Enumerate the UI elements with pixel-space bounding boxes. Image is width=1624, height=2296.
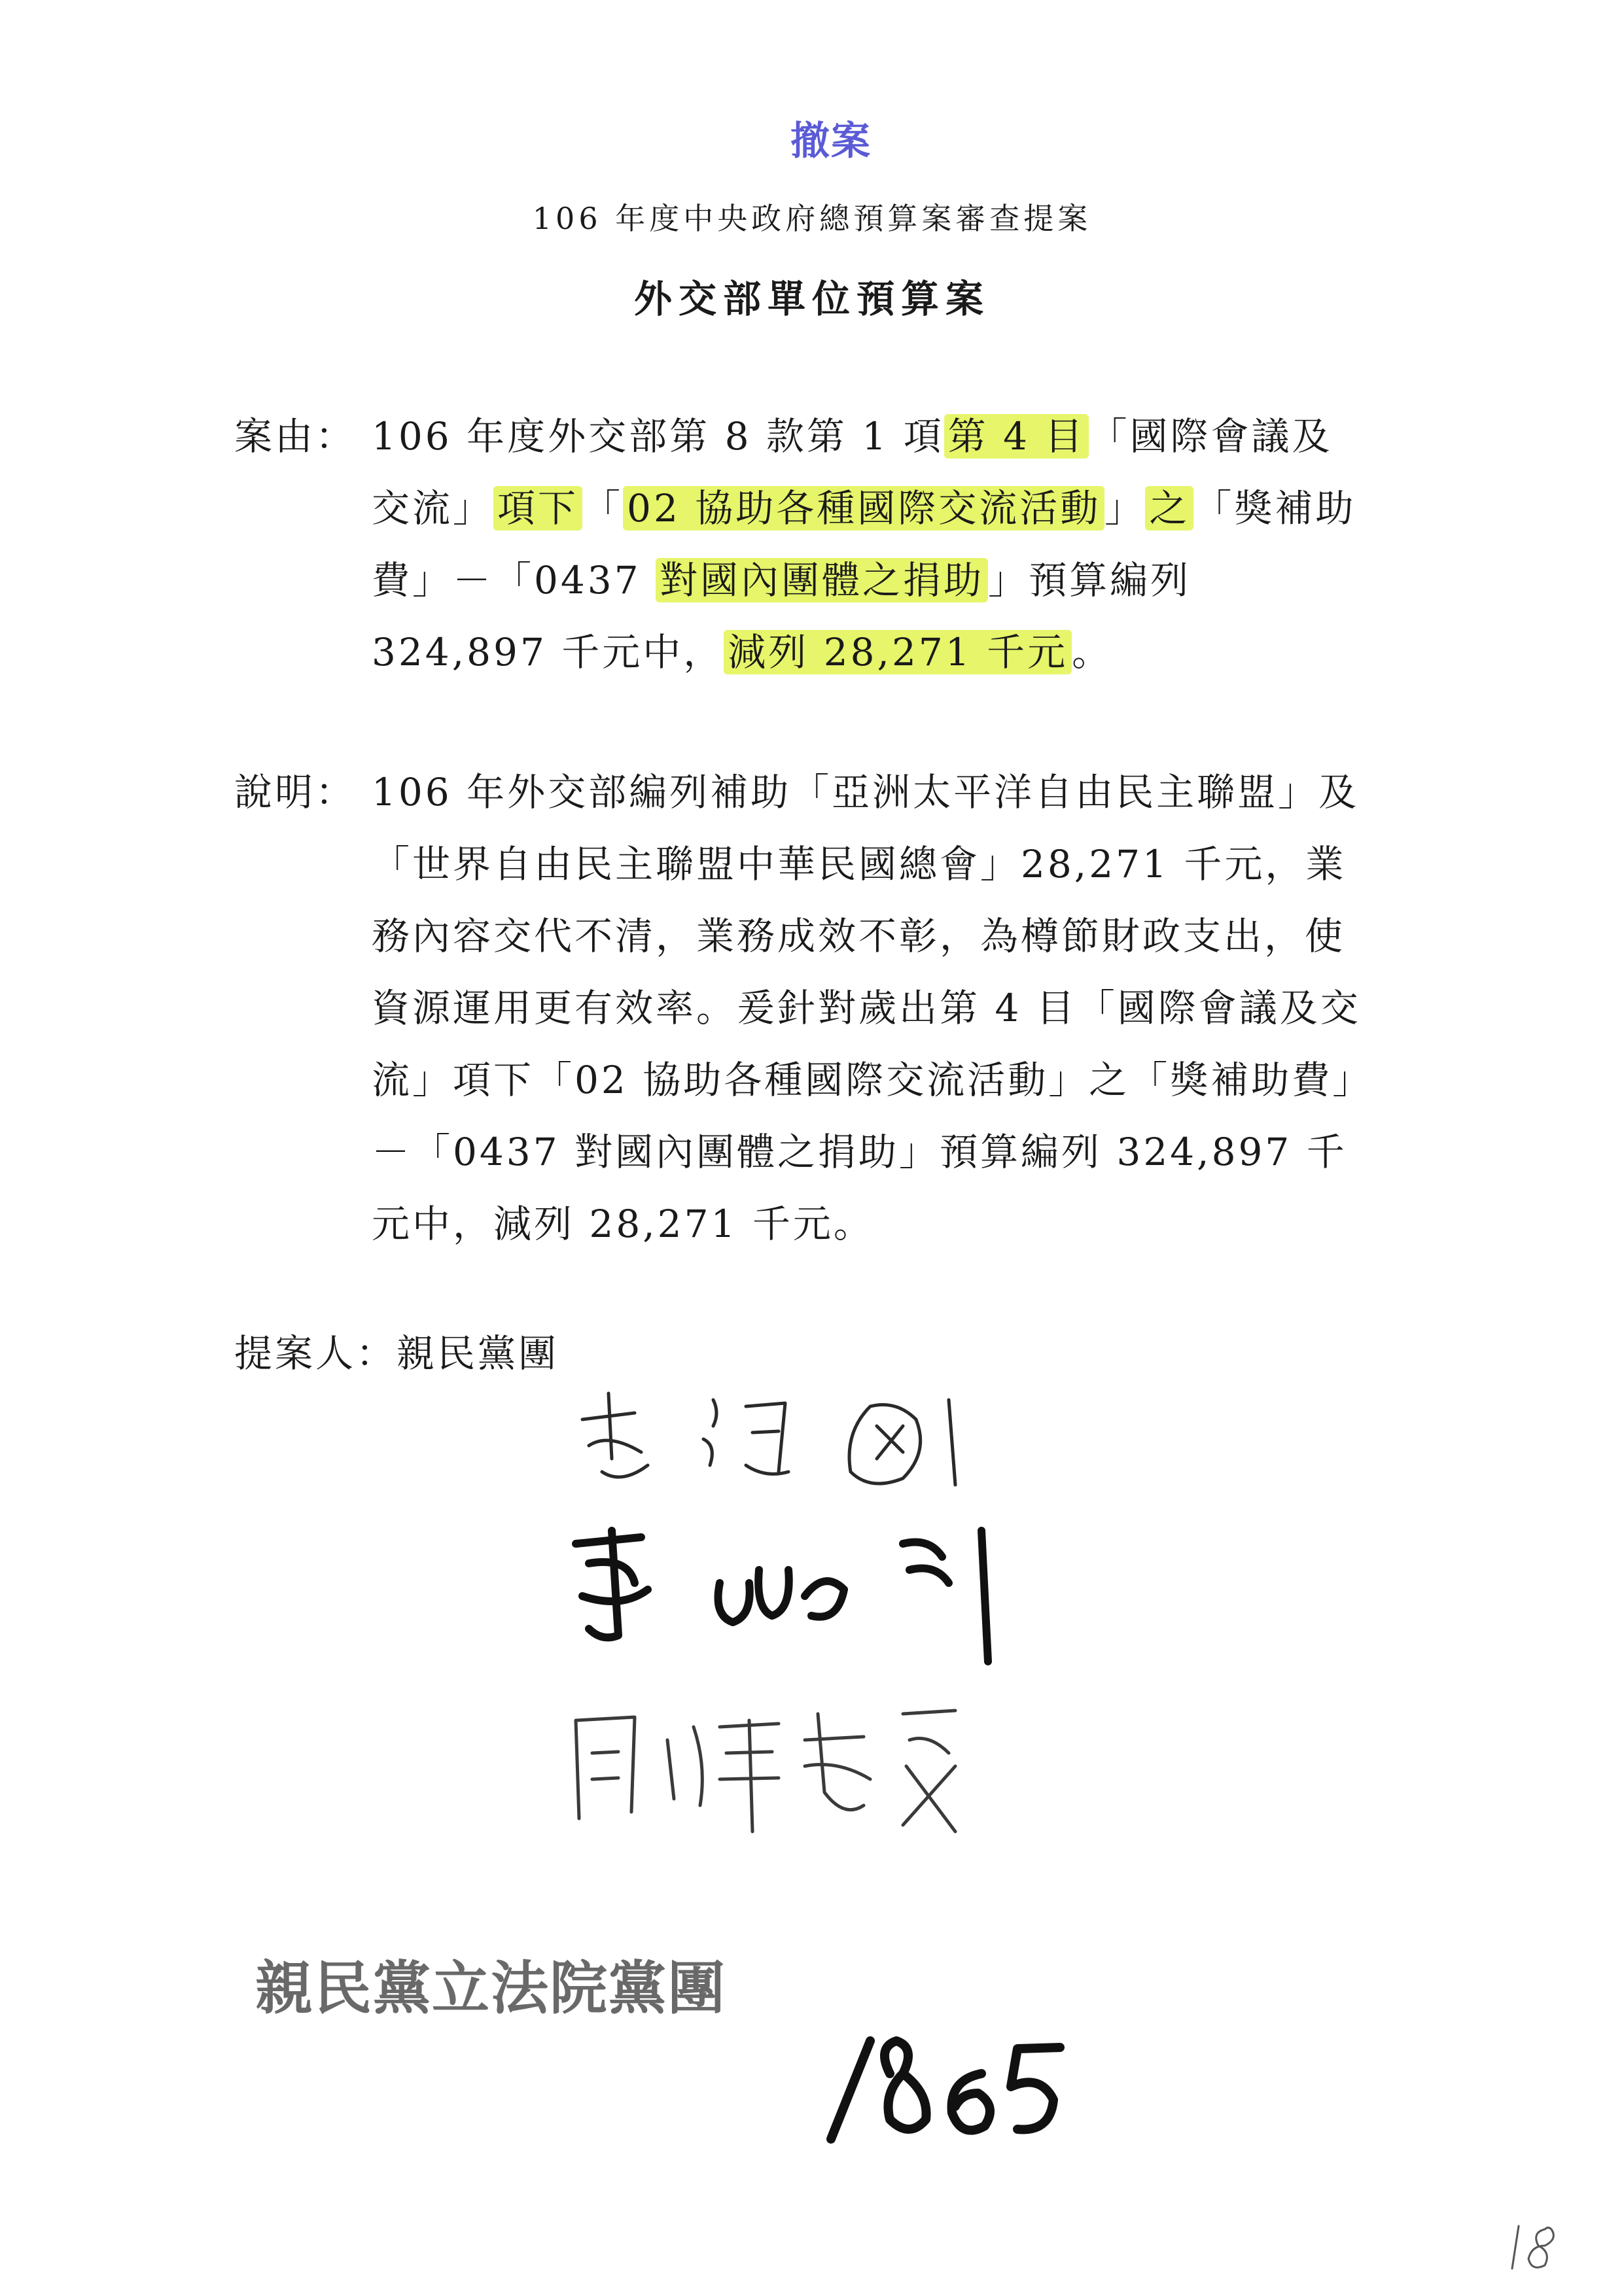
reason-label: 案由：	[234, 414, 357, 459]
reason-section	[234, 400, 1373, 688]
highlighted-text: 項下	[493, 486, 582, 531]
handwritten-number	[811, 2021, 1086, 2152]
document-title: 外交部單位預算案	[633, 277, 990, 321]
highlighted-text: 之	[1145, 486, 1193, 531]
reason-text: 」	[1104, 486, 1146, 531]
signature-1	[582, 1393, 955, 1485]
explanation-label: 說明：	[234, 770, 357, 814]
page-number	[1502, 2216, 1581, 2275]
highlighted-text: 對國內團體之捐助	[656, 558, 988, 602]
highlighted-text: 02 協助各種國際交流活動	[623, 486, 1104, 531]
reason-body	[372, 400, 1373, 688]
reason-text: 」預算編列 324,897 千元中，	[372, 558, 1192, 674]
proposer-label: 提案人：	[234, 1331, 397, 1376]
highlighted-text: 第 4 目	[944, 414, 1089, 459]
reason-text: 106 年度外交部第 8 款第 1 項	[372, 414, 944, 459]
reason-text: 「獎補助費」－「0437	[372, 486, 1356, 602]
proposer-line	[234, 1323, 559, 1378]
reason-text: 「國際會議及交流」	[372, 414, 1333, 531]
explanation-section	[234, 756, 1373, 1260]
signature-2	[576, 1531, 988, 1661]
reason-text: 「	[582, 486, 624, 531]
handwritten-signatures	[563, 1374, 1152, 1851]
withdrawn-stamp: 撤案	[790, 118, 872, 164]
party-seal-stamp	[255, 1910, 726, 2041]
document-heading: 106 年度中央政府總預算案審查提案	[532, 201, 1092, 236]
signature-3	[576, 1711, 955, 1832]
reason-text: 。	[1072, 630, 1113, 674]
explanation-body: 106 年外交部編列補助「亞洲太平洋自由民主聯盟」及「世界自由民主聯盟中華民國總會」28,271 千元，業務內容交代不清，業務成效不彰，為樽節財政支出，使資源運用更有效率。爰針對歲出第 4 目「國際會議及交流」項下「02 協助各種國際交流活動」之「獎補助費」－「0437 對國內團體之捐助」預算編列 324,897 千元中，減列 28,271 千元。	[372, 770, 1361, 1246]
proposer-value: 親民黨團	[397, 1331, 559, 1376]
svg-text:親民黨立法院黨團: 親民黨立法院黨團	[255, 1955, 726, 2022]
highlighted-text: 減列 28,271 千元	[724, 630, 1072, 674]
